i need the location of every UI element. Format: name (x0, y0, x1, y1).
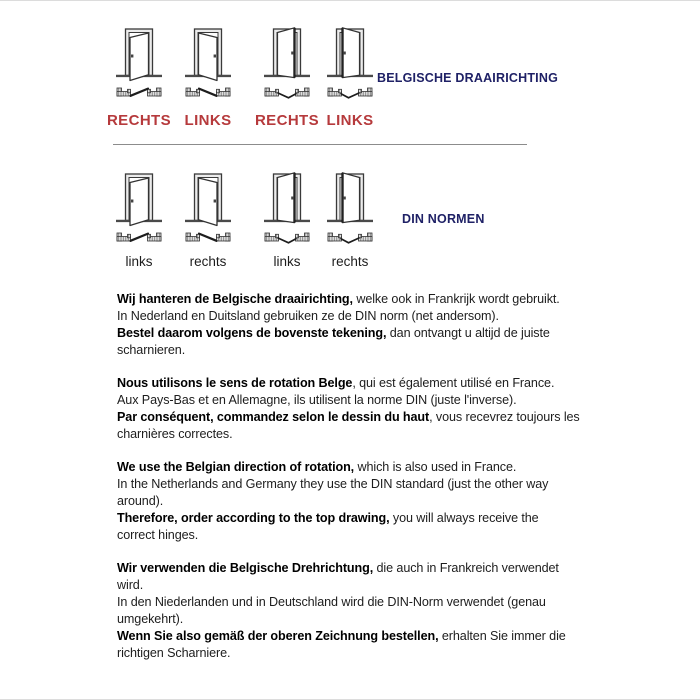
door-front-hinge-left-icon (172, 25, 244, 103)
text-segment: around). (117, 494, 164, 508)
text-segment: In the Netherlands and Germany they use the DIN standard (just the other way (117, 477, 549, 491)
paragraph-de (117, 560, 617, 662)
din-door-figure-2 (172, 170, 244, 269)
section-divider (113, 144, 527, 145)
door-swing-label: links (125, 254, 153, 269)
din-door-figure-3 (251, 170, 323, 269)
text-segment: erhalten Sie immer die (438, 629, 566, 643)
text-segment: correct hinges. (117, 528, 199, 542)
belgian-door-figure-1 (103, 25, 175, 129)
door-back-hinge-left-icon (251, 170, 323, 248)
din-section-heading: DIN NORMEN (402, 212, 485, 226)
text-segment: you will always receive the (389, 511, 539, 525)
text-segment: which is also used in France. (354, 460, 517, 474)
text-segment: Par conséquent, commandez selon le dessin du haut (117, 410, 430, 424)
door-back-hinge-right-icon (314, 170, 386, 248)
text-segment: charnières correctes. (117, 427, 233, 441)
text-segment: We use the Belgian direction of rotation, (117, 460, 355, 474)
text-segment: scharnieren. (117, 343, 186, 357)
text-segment: Wenn Sie also gemäß der oberen Zeichnung bestellen, (117, 629, 439, 643)
door-front-hinge-left-icon (172, 170, 244, 248)
paragraph-fr (117, 375, 617, 443)
paragraph-nl (117, 291, 617, 359)
text-segment: , qui est également utilisé en France. (352, 376, 555, 390)
text-segment: Wij hanteren de Belgische draairichting, (117, 292, 353, 306)
din-door-figure-1 (103, 170, 175, 269)
door-swing-label: RECHTS (106, 112, 172, 129)
text-segment: , vous recevrez toujours les (429, 410, 580, 424)
belgian-door-figure-3 (251, 25, 323, 129)
text-segment: Nous utilisons le sens de rotation Belge (117, 376, 353, 390)
belgian-door-figure-4 (314, 25, 386, 129)
text-segment: In Nederland en Duitsland gebruiken ze de DIN norm (net andersom). (117, 309, 499, 323)
text-segment: dan ontvangt u altijd de juiste (386, 326, 550, 340)
explanation-text-block (117, 291, 617, 678)
text-segment: Therefore, order according to the top drawing, (117, 511, 390, 525)
door-swing-label: rechts (189, 254, 227, 269)
belgian-section-heading: BELGISCHE DRAAIRICHTING (377, 71, 558, 85)
belgian-door-figure-2 (172, 25, 244, 129)
text-segment: die auch in Frankreich verwendet (373, 561, 559, 575)
door-swing-label: LINKS (184, 112, 232, 129)
door-front-hinge-right-icon (103, 25, 175, 103)
door-swing-label: LINKS (326, 112, 374, 129)
paragraph-en (117, 459, 617, 544)
din-door-figure-4 (314, 170, 386, 269)
door-back-hinge-right-icon (314, 25, 386, 103)
text-segment: Aux Pays-Bas et en Allemagne, ils utilisent la norme DIN (juste l'inverse). (117, 393, 517, 407)
text-segment: In den Niederlanden und in Deutschland wird die DIN-Norm verwendet (genau (117, 595, 546, 609)
door-swing-label: rechts (331, 254, 369, 269)
door-front-hinge-right-icon (103, 170, 175, 248)
door-swing-label: links (273, 254, 301, 269)
text-segment: wird. (117, 578, 144, 592)
door-back-hinge-left-icon (251, 25, 323, 103)
door-swing-label: RECHTS (254, 112, 320, 129)
top-border-line (0, 0, 700, 1)
text-segment: welke ook in Frankrijk wordt gebruikt. (352, 292, 560, 306)
text-segment: Bestel daarom volgens de bovenste tekening, (117, 326, 387, 340)
text-segment: umgekehrt). (117, 612, 184, 626)
text-segment: richtigen Scharniere. (117, 646, 231, 660)
text-segment: Wir verwenden die Belgische Drehrichtung, (117, 561, 374, 575)
